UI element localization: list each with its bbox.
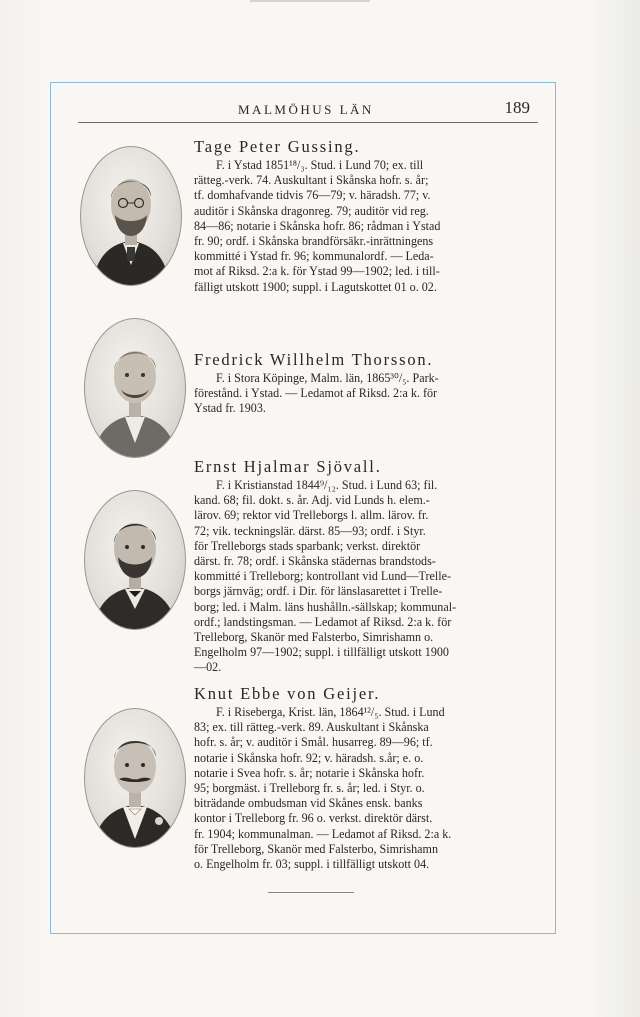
- bio-line: fälligt utskott 1900; suppl. i Lagutskottet 01 o. 02.: [194, 279, 437, 294]
- scan-edge-mark: [250, 0, 370, 2]
- bio-line: tf. domhafvande tidvis 76—79; v. häradsh. 77; v.: [194, 188, 431, 203]
- bio-line: Ystad fr. 1903.: [194, 401, 266, 416]
- bio-line: fr. 90; ordf. i Skånska brandförsäkr.-inrättningens: [194, 234, 434, 249]
- bio-line: för Trelleborg, Skanör med Falsterbo, Simrishamn: [194, 841, 438, 856]
- entry-name: Ernst Hjalmar Sjövall.: [194, 457, 382, 476]
- bio-line: o. Engelholm fr. 03; suppl. i tillfälligt utskott 04.: [194, 857, 430, 872]
- entry-name: Fredrick Willhelm Thorsson.: [194, 350, 434, 369]
- bio-line: kontor i Trelleborg fr. 96 o. verkst. direktör därst.: [194, 811, 433, 826]
- bio-line: därst. fr. 78; ordf. i Skånska städernas brandstods-: [194, 554, 436, 569]
- bio-line: borgs järnväg; ordf. i Dir. för länslasarettet i Trelle-: [194, 584, 443, 599]
- bio-line: borg; led. i Malm. läns hushålln.-sällskap; kommunal-: [194, 599, 457, 614]
- bio-line: mot af Riksd. 2:a k. för Ystad 99—1902; led. i till-: [194, 264, 440, 279]
- bio-line: för Trelleborgs stads sparbank; verkst. direktör: [194, 538, 421, 553]
- portrait-photo-icon: [80, 146, 182, 286]
- running-header: [78, 100, 538, 123]
- bio-line: kommitté i Trelleborg; kontrollant vid Lund—Trelle-: [194, 569, 451, 584]
- bio-line: 84—86; notarie i Skånska hofr. 86; rådman i Ystad: [194, 218, 441, 233]
- bio-line: kand. 68; fil. dokt. s. år. Adj. vid Lunds h. elem.-: [194, 493, 430, 508]
- bio-line: kommitté i Ystad fr. 96; kommunalordf. — Leda-: [194, 249, 434, 264]
- entry-bio: [194, 371, 538, 417]
- page-number: 189: [504, 98, 530, 117]
- portrait-photo-icon: [84, 318, 186, 458]
- entry-name: Tage Peter Gussing.: [194, 137, 361, 156]
- bio-line: 95; borgmäst. i Trelleborg fr. s. år; led. i Styr. o.: [194, 781, 425, 796]
- entry-bio: [194, 158, 538, 295]
- running-title: MALMÖHUS LÄN: [238, 102, 374, 117]
- portrait-thorsson: [85, 319, 185, 457]
- bio-line: fr. 1904; kommunalman. — Ledamot af Riksd. 2:a k.: [194, 826, 452, 841]
- portrait-photo-icon: [84, 490, 186, 630]
- portrait-gussing: [81, 147, 181, 285]
- bio-line: F. i Ystad 1851¹⁸/₃. Stud. i Lund 70; ex. till: [216, 158, 424, 172]
- bio-line: biträdande ombudsman vid Skånes ensk. banks: [194, 796, 423, 811]
- bio-line: Engelholm 97—1902; suppl. i tillfälligt utskott 1900: [194, 645, 449, 660]
- bio-line: rätteg.-verk. 74. Auskultant i Skånska hofr. s. år;: [194, 173, 429, 188]
- portrait-geijer: [85, 709, 185, 847]
- bio-line: 83; ex. till rätteg.-verk. 89. Auskultant i Skånska: [194, 720, 429, 735]
- entry-bio: [194, 478, 538, 676]
- bio-line: Trelleborg, Skanör med Falsterbo, Simrishamn o.: [194, 630, 434, 645]
- bio-line: förestånd. i Ystad. — Ledamot af Riksd. 2:a k. för: [194, 386, 438, 401]
- bio-line: notarie i Svea hofr. s. år; notarie i Skånska hofr.: [194, 765, 425, 780]
- bio-line: F. i Stora Köpinge, Malm. län, 1865³⁰/₅. Park-: [216, 371, 439, 385]
- bio-line: 72; vik. teckningslär. därst. 85—93; ordf. i Styr.: [194, 523, 426, 538]
- bio-line: F. i Riseberga, Krist. län, 1864¹²/₅. Stud. i Lund: [216, 705, 445, 719]
- bio-line: ordf.; landstingsman. — Ledamot af Riksd. 2:a k. för: [194, 614, 452, 629]
- bio-line: hofr. s. år; v. auditör i Smål. husarreg. 89—96; tf.: [194, 735, 433, 750]
- bio-line: notarie i Skånska hofr. 92; v. häradsh. s.år; e. o.: [194, 750, 424, 765]
- entry-name: Knut Ebbe von Geijer.: [194, 684, 381, 703]
- bio-line: —02.: [194, 660, 222, 675]
- footer-rule: [268, 892, 354, 893]
- bio-line: auditör i Skånska dragonreg. 79; auditör vid reg.: [194, 203, 429, 218]
- bio-line: lärov. 69; rektor vid Trelleborgs l. allm. lärov. fr.: [194, 508, 429, 523]
- portrait-sjovall: [85, 491, 185, 629]
- portrait-photo-icon: [84, 708, 186, 848]
- bio-line: F. i Kristianstad 1844⁹/₁₂. Stud. i Lund 63; fil.: [216, 478, 438, 492]
- entry-bio: [194, 705, 538, 872]
